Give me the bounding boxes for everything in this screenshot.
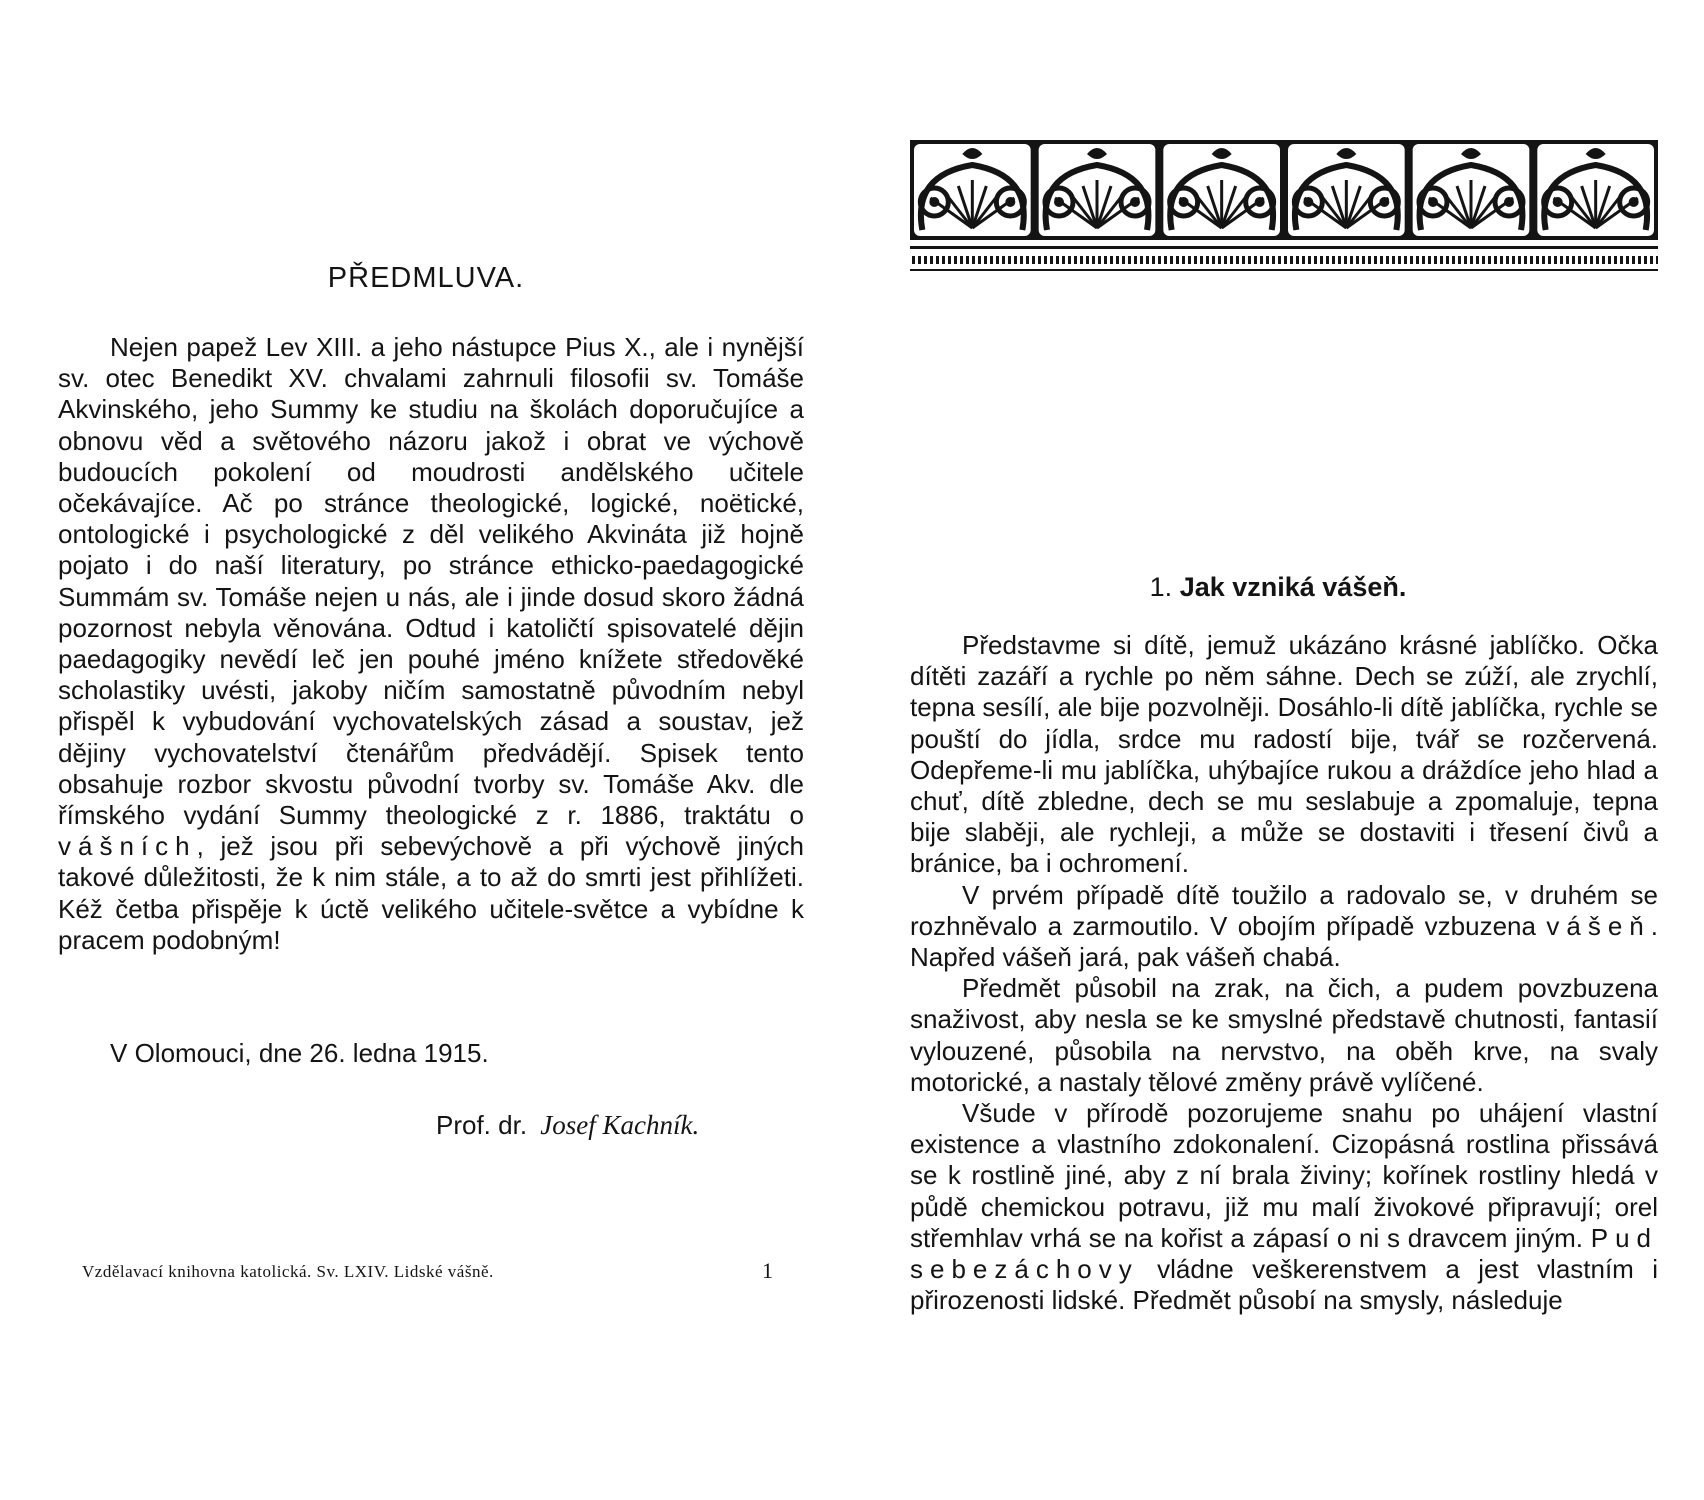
preface-heading: PŘEDMLUVA. — [327, 262, 525, 294]
chapter-paragraph-2: V prvém případě dítě toužilo a radovalo se, v druhém se rozhněvalo a zarmoutilo. V obojím případě vzbuzena vášeň. Napřed vášeň jará, pak vášeň chabá. — [910, 879, 1658, 973]
signature-name: Josef Kachník. — [540, 1110, 700, 1140]
chapter-paragraph-1: Představme si dítě, jemuž ukázáno krásné jablíčko. Očka dítěti zazáří a rychle po něm sáhne. Dech se zúží, ale zrychlí, tepna sesílí, ale bije pozvolněji. Dosáhlo-li dítě jablíčka, rychle se pouští do jídla, srdce mu radostí bije, tvář se rozčervená. Odepřeme-li mu jablíčka, uhýbajíce rukou a dráždíce jeho hlad a chuť, dítě zbledne, dech se mu seslabuje a zpomaluje, tepna bije slaběji, ale rychleji, a může se dostaviti i třesení čivů a bránice, ba i ochromení. — [910, 630, 1658, 879]
chapter-title: Jak vzniká vášeň. — [1179, 572, 1407, 602]
dateline: V Olomouci, dne 26. ledna 1915. — [110, 1038, 489, 1068]
signature — [436, 1110, 699, 1141]
preface-text: Nejen papež Lev XIII. a jeho nástupce Pius X., ale i nynější sv. otec Benedikt XV. chvalami zahrnuli filosofii sv. Tomáše Akvinského, jeho Summy ke studiu na školách doporučujíce a obnovu věd a světového názoru jakož i obrat ve výchově budoucích pokolení od moudrosti andělského učitele očekávajíce. Ač po stránce theologické, logické, noëtické, ontologické i psychologické z děl velikého Akvináta již hojně pojato i do naší literatury, po stránce ethicko-paedagogické Summám sv. Tomáše nejen u nás, ale i jinde dosud skoro žádná pozornost nebyla věnována. Odtud i katoličtí spisovatelé dějin paedagogiky nevědí leč jen pouhé jméno knížete středověké scholastiky uvésti, jakoby ničím samostatně původním nebyl přispěl k vybudování vychovatelských zásad a soustav, jež dějiny vychovatelství čtenářům předvádějí. Spisek tento obsahuje rozbor skvostu původní tvorby sv. Tomáše Akv. dle římského vydání Summy theologické z r. 1886, traktátu o vášních, jež jsou při sebevýchově a při výchově jiných takové důležitosti, že k nim stále, a to až do smrti jest přihlížeti. Kéž četba přispěje k úctě velikého učitele-světce a vybídne k pracem podobným! — [58, 332, 804, 955]
chapter-paragraph-4: Všude v přírodě pozorujeme snahu po uhájení vlastní existence a vlastního zdokonalení. Cizopásná rostlina přissává se k rostlině jiné, aby z ní brala živiny; kořínek rostliny hledá v půdě chemickou potravu, již mu malí živokové připravují; orel střemhlav vrhá se na kořist a zápasí o ni s dravcem jiným. Pud sebezáchovy vládne veškerenstvem a jest vlastním i přirozenosti lidské. Předmět působí na smysly, následuje — [910, 1098, 1658, 1316]
footer-series: Vzdělavací knihovna katolická. Sv. LXIV. Lidské vášně. — [82, 1262, 494, 1281]
right-page — [852, 0, 1704, 1500]
chapter-body — [910, 630, 1658, 1316]
signature-title: Prof. dr. — [436, 1110, 528, 1140]
chapter-paragraph-3: Předmět působil na zrak, na čich, a pudem povzbuzena snaživost, aby nesla se ke smyslné představě chutnosti, fantasií vylouzené, působila na nervstvo, na oběh krve, na svaly motorické, a nastaly tělové změny právě vylíčené. — [910, 973, 1658, 1097]
page-number: 1 — [762, 1258, 773, 1283]
preface-paragraph — [58, 332, 804, 956]
chapter-number: 1. — [1149, 572, 1173, 602]
chapter-heading — [852, 572, 1704, 603]
decorative-ornament-icon — [910, 140, 1658, 290]
